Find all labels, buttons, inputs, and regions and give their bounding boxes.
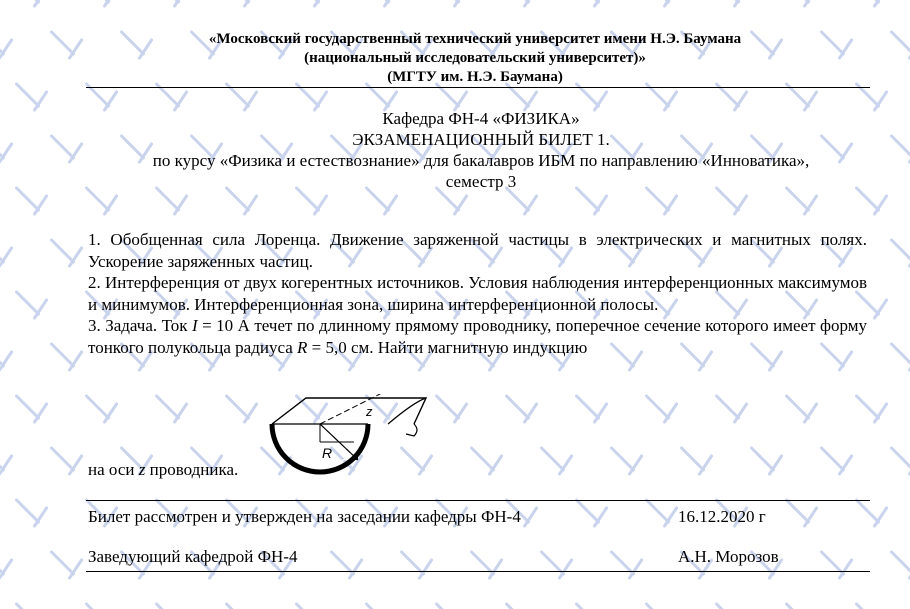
question-3-ending	[88, 460, 238, 480]
watermark-mark	[787, 396, 817, 422]
footer-divider-bottom	[86, 571, 870, 572]
watermark-mark	[857, 0, 887, 6]
q3-axis-symbol: z	[138, 460, 146, 479]
watermark-mark	[612, 448, 642, 474]
watermark-mark	[472, 552, 502, 578]
watermark-mark	[367, 0, 397, 6]
half-ring-figure	[254, 394, 430, 478]
header-line-2: (национальный исследовательский университет)»	[304, 50, 646, 66]
watermark-mark	[0, 240, 12, 266]
watermark-mark	[822, 552, 852, 578]
watermark-mark	[17, 396, 47, 422]
watermark-mark	[297, 604, 327, 609]
watermark-mark	[227, 396, 257, 422]
watermark-mark	[17, 0, 47, 6]
question-1: 1. Обобщенная сила Лоренца. Движение заряженной частицы в электрических и магнитных полях. Ускорение заряженных частиц.	[88, 230, 867, 271]
watermark-mark	[892, 344, 910, 370]
watermark-mark	[892, 448, 910, 474]
watermark-mark	[437, 0, 467, 6]
watermark-mark	[717, 0, 747, 6]
header-divider	[86, 87, 870, 88]
watermark-mark	[52, 240, 82, 266]
watermark-mark	[857, 604, 887, 609]
watermark-mark	[542, 552, 572, 578]
watermark-mark	[87, 604, 117, 609]
watermark-mark	[787, 500, 817, 526]
q3-end-text-a: на оси	[88, 460, 139, 479]
course-description: по курсу «Физика и естествознание» для бакалавров ИБМ по направлению «Инноватика»,	[152, 151, 810, 170]
figure-label-z: z	[366, 404, 373, 419]
figure-top-edge	[272, 398, 426, 424]
head-title: Заведующий кафедрой ФН-4	[88, 547, 298, 566]
figure-point	[354, 456, 358, 460]
watermark-mark	[437, 396, 467, 422]
watermark-mark	[17, 292, 47, 318]
watermark-mark	[17, 604, 47, 609]
q3-text-c: = 5,0 см. Найти магнитную индукцию	[307, 337, 588, 357]
watermark-mark	[52, 136, 82, 162]
watermark-mark	[682, 448, 712, 474]
watermark-mark	[227, 604, 257, 609]
watermark-mark	[892, 552, 910, 578]
watermark-mark	[857, 396, 887, 422]
watermark-mark	[437, 604, 467, 609]
approval-row	[88, 507, 766, 527]
watermark-mark	[577, 500, 607, 526]
watermark-mark	[17, 500, 47, 526]
watermark-mark	[577, 396, 607, 422]
watermark-mark	[17, 188, 47, 214]
header-line-1: «Московский государственный технический университет имени Н.Э. Баумана	[208, 31, 742, 47]
watermark-mark	[87, 396, 117, 422]
department-name: Кафедра ФН-4 «ФИЗИКА»	[382, 109, 580, 128]
watermark-mark	[787, 0, 817, 6]
watermark-mark	[17, 84, 47, 110]
watermark-mark	[87, 0, 117, 6]
watermark-mark	[472, 448, 502, 474]
head-name: А.Н. Морозов	[678, 547, 779, 566]
watermark-mark	[52, 448, 82, 474]
figure-far-cap	[406, 424, 417, 436]
question-3	[88, 315, 867, 358]
watermark-mark	[612, 552, 642, 578]
watermark-mark	[577, 604, 607, 609]
watermark-mark	[402, 552, 432, 578]
watermark-mark	[367, 604, 397, 609]
header-line-3: (МГТУ им. Н.Э. Баумана)	[387, 69, 563, 85]
watermark-mark	[752, 448, 782, 474]
q3-radius-symbol: R	[297, 337, 308, 357]
q3-end-text-b: проводника.	[145, 460, 239, 479]
watermark-mark	[647, 396, 677, 422]
watermark-mark	[0, 552, 12, 578]
watermark-mark	[647, 604, 677, 609]
approval-date: 16.12.2020 г	[678, 507, 766, 526]
watermark-mark	[822, 448, 852, 474]
question-2: 2. Интерференция от двух когерентных источников. Условия наблюдения интерференционных максимумов и минимумов. Интерференционная зона, ширина интерференционной полосы.	[88, 273, 868, 314]
watermark-mark	[157, 396, 187, 422]
watermark-mark	[297, 0, 327, 6]
watermark-mark	[507, 604, 537, 609]
q3-current-symbol: I	[191, 316, 198, 335]
watermark-mark	[227, 0, 257, 6]
watermark-mark	[892, 240, 910, 266]
watermark-mark	[0, 344, 12, 370]
watermark-mark	[787, 604, 817, 609]
q3-text-a: 3. Задача. Ток	[88, 316, 192, 335]
watermark-mark	[892, 136, 910, 162]
questions-list	[88, 229, 867, 358]
figure-label-R: R	[322, 445, 333, 461]
watermark-mark	[647, 500, 677, 526]
watermark-mark	[542, 448, 572, 474]
watermark-mark	[157, 604, 187, 609]
watermark-mark	[52, 552, 82, 578]
semester: семестр 3	[445, 172, 517, 191]
watermark-mark	[332, 552, 362, 578]
watermark-mark	[52, 344, 82, 370]
signature-row	[88, 547, 779, 567]
watermark-mark	[577, 0, 607, 6]
approval-text: Билет рассмотрен и утвержден на заседании кафедры ФН-4	[88, 507, 521, 526]
ticket-title-block	[86, 108, 876, 192]
watermark-mark	[717, 396, 747, 422]
watermark-mark	[647, 0, 677, 6]
q3-text-b: = 10 А течет по длинному прямому проводнику, поперечное сечение которого имеет форму тонкого полукольца радиуса	[88, 316, 867, 357]
watermark-mark	[717, 604, 747, 609]
watermark-mark	[0, 448, 12, 474]
watermark-mark	[0, 136, 12, 162]
watermark-mark	[157, 0, 187, 6]
footer-divider-top	[86, 500, 870, 501]
watermark-mark	[507, 0, 537, 6]
watermark-mark	[507, 396, 537, 422]
watermark-mark	[857, 500, 887, 526]
ticket-title: ЭКЗАМЕНАЦИОННЫЙ БИЛЕТ 1.	[352, 130, 610, 149]
university-header	[0, 30, 910, 87]
